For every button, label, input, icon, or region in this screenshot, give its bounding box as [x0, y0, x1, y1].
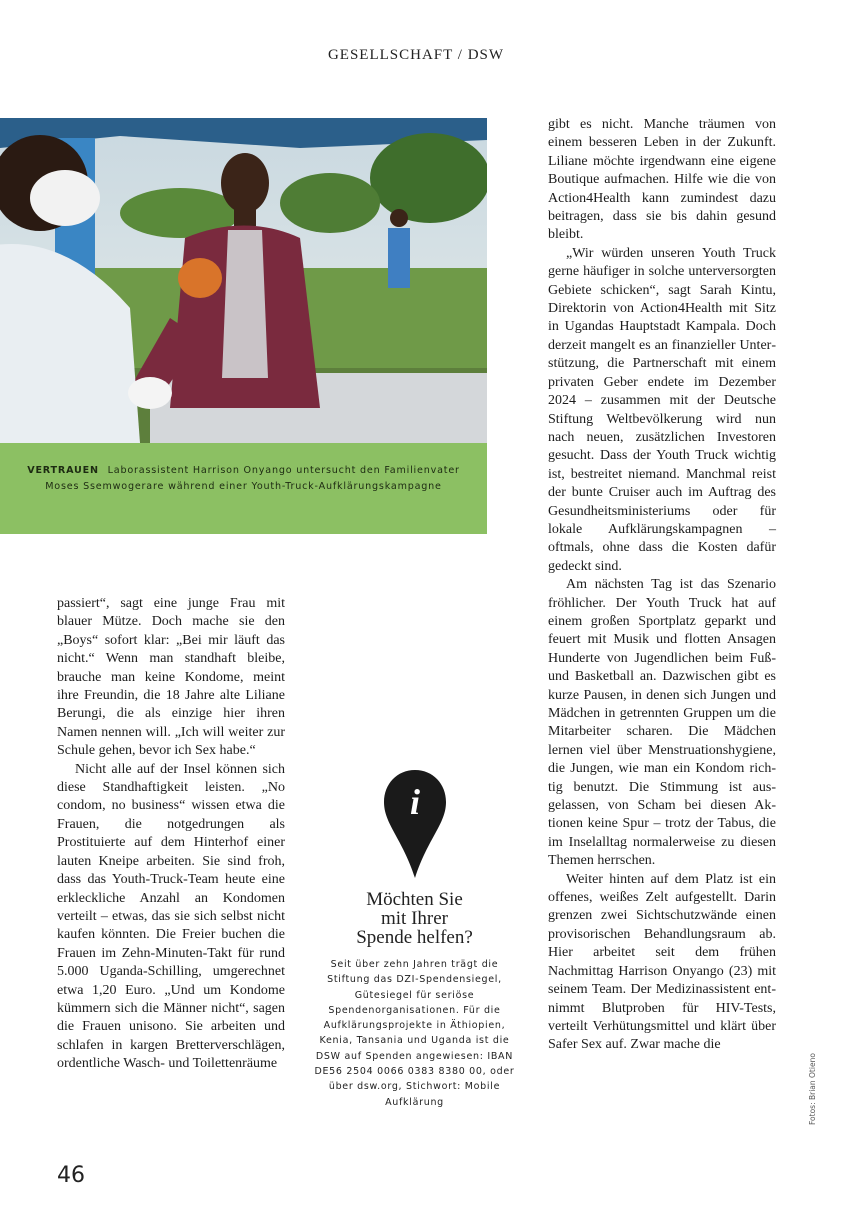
page-number: 46	[57, 1163, 85, 1188]
caption-keyword: VERTRAUEN	[27, 465, 99, 476]
info-pin-icon	[382, 768, 448, 880]
paragraph: Am nächsten Tag ist das Szenario fröhlicher. Der Youth Truck hat auf einem großen Sportplatz geparkt und feuert mit Musik und flotten Ansagen Hunderte von Jugendlichen beim Fuß- und Basketball an. Dazwischen gibt es kurze Pausen, in denen sich Jungen und Mädchen in getrennten Gruppen um die Mitarbeiter scharen. Die Mädchen lernen viel über Menstruationshygiene, die Jungen, wie man ein Kondom richtig benutzt. Die Stimmung ist ausgelassen, von Scham bei diesen Aktionen keine Spur – trotz der Tabus, die im Inselalltag normalerweise zu diesen Themen herrschen.	[548, 577, 776, 869]
section-header: GESELLSCHAFT / DSW	[327, 47, 505, 63]
right-text-column	[548, 116, 776, 1055]
info-title-line: mit Ihrer	[380, 908, 448, 929]
donation-info-box	[312, 768, 517, 1110]
info-letter: i	[409, 782, 420, 822]
photo-credit: Fotos: Brian Otieno	[808, 1053, 817, 1125]
info-title-line: Spende helfen?	[356, 927, 473, 948]
info-title	[312, 890, 517, 947]
paragraph: Nicht alle auf der Insel können sich diese Standhaftigkeit leisten. „No condom, no business“ wissen etwa die Frauen, die notgedrungen als Prostituierte auf dem Hinterhof einer lauten Kneipe arbeiten. Sie sind froh, dass das Youth-Truck-Team heute eine erkleckliche Anzahl an Kondomen verteilt – etwas, das sie sich selbst nicht kaufen könnten. Die Freier buchen die Frauen im Zehn-Minuten-Takt für rund 5.000 Uganda-Schilling, umgerechnet etwa 1,20 Euro. „Und um Kondome kümmern sich die Männer nicht“, sagen die Frauen unisono. Sie arbeiten und schlafen in kargen Bretterverschlägen, ordentliche Wasch- und Toilettenräume	[57, 761, 285, 1072]
paragraph: „Wir würden unseren Youth Truck gerne häufiger in solche unterversorgten Gebiete schicken“, sagt Sarah Kintu, Direktorin von Action4Health mit Sitz in Ugandas Hauptstadt Kampala. Doch derzeit mangelt es an finanzieller Unterstützung, die Partnerschaft mit einem privaten Geber endete im Dezember 2024 – zusammen mit der Deutsche Stiftung Weltbevölkerung wird nun nach neuen, zusätzlichen Investoren gesucht. Dass der Youth Truck wichtig ist, bestreitet niemand. Manchmal reist der bunte Cruiser auch im Auftrag des Gesundheitsministeriums oder für lokale Aufklärungskampagnen – oftmals, ohne dass die Kosten dafür gedeckt sind.	[548, 245, 776, 574]
left-text-column	[57, 595, 285, 1074]
paragraph: Weiter hinten auf dem Platz ist ein offenes, weißes Zelt aufgestellt. Darin grenzen zwei Sichtschutzwände einen provisorischen Behandlungsraum ab. Hier arbeitet seit dem frühen Nachmittag Harrison Onyango (23) mit seinem Team. Der Medizinassistent entnimmt Blutproben für HIV-Tests, verteilt Verhütungsmittel und klärt über Safer Sex auf. Zwar mache die	[548, 871, 776, 1053]
photo-illustration	[0, 118, 487, 443]
photo-caption	[0, 443, 487, 534]
info-body: Seit über zehn Jahren trägt die Stiftung das DZI-Spendensiegel, Gütesiegel für seriöse Spendenorganisationen. Für die Aufklärungsprojekte in Äthiopien, Kenia, Tansania und Uganda ist die DSW auf Spenden angewiesen: IBAN DE56 2504 0066 0383 8380 00, oder über dsw.org, Stichwort: Mobile Aufklärung	[314, 959, 515, 1108]
paragraph: passiert“, sagt eine junge Frau mit blauer Mütze. Doch mache sie den „Boys“ sofort klar: „Bei mir läuft das nicht.“ Wenn man standhaft bleibe, brauche man keine Kondome, meint ihre Freundin, die 18 Jahre alte Liliane Berungi, die als einzige hier ihren Namen nennen will. „Ich will weiter zur Schule gehen, bevor ich Sex habe.“	[57, 596, 285, 759]
article-photo	[0, 118, 487, 443]
caption-text: Laborassistent Harrison Onyango untersucht den Familienvater Moses Ssemwogerare während einer Youth-Truck-Aufklärungskampagne	[45, 465, 460, 492]
paragraph: gibt es nicht. Manche träumen von einem besseren Leben in der Zukunft. Liliane möchte irgendwann eine eigene Boutique aufmachen. Hilfe wie die von Action4Health kann zumindest dazu beitragen, dass sie bis dahin gesund bleibt.	[548, 117, 776, 243]
info-title-line: Möchten Sie	[366, 889, 463, 910]
